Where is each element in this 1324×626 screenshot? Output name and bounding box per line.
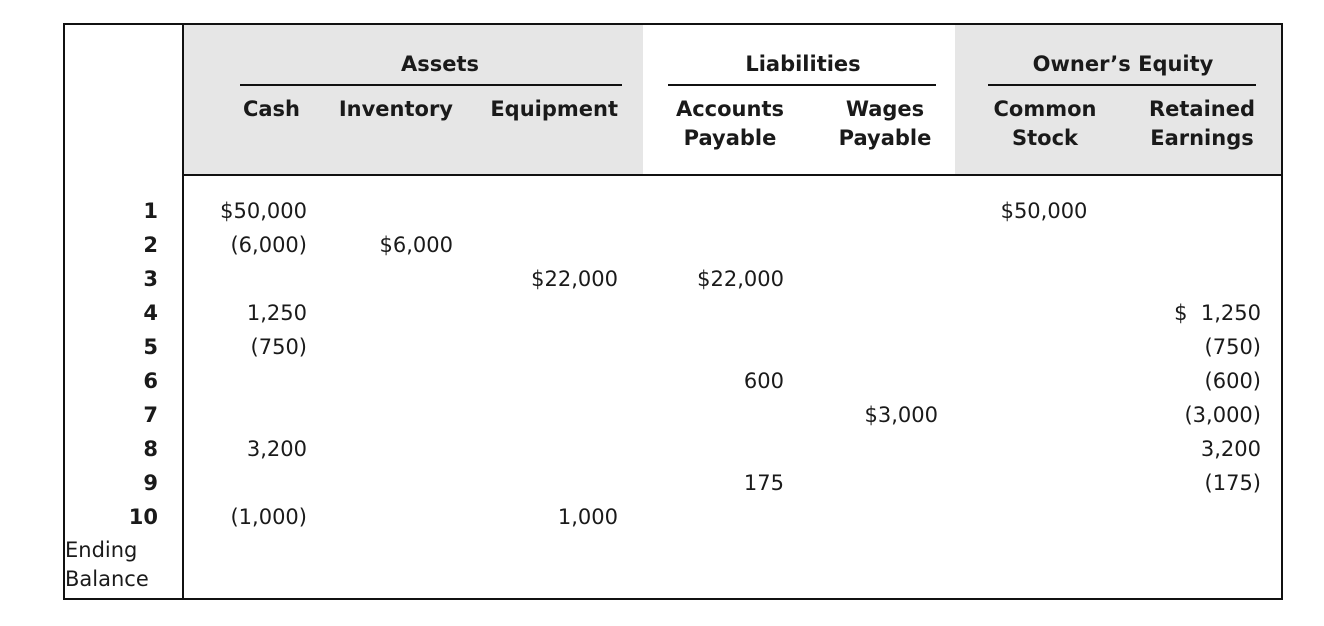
cell-equipment: [460, 330, 618, 364]
cell-wages-payable: [800, 500, 938, 534]
cell-equipment: [460, 466, 618, 500]
cell-cash: [200, 398, 307, 432]
cell-retained-earnings: [1120, 500, 1261, 534]
cell-inventory: $6,000: [379, 233, 453, 257]
cell-wages-payable: [800, 432, 938, 466]
cell-inventory: [320, 330, 453, 364]
cell-retained-earnings: (600): [1204, 369, 1261, 393]
cell-retained-earnings: [1120, 262, 1261, 296]
cell-equipment: [460, 364, 618, 398]
cell-retained-earnings: (175): [1204, 471, 1261, 495]
cell-inventory: [320, 364, 453, 398]
cell-common-stock: [975, 330, 1113, 364]
cell-inventory: [320, 262, 453, 296]
cell-equipment: [460, 398, 618, 432]
cell-cash: $50,000: [220, 199, 307, 223]
cell-wages-payable: [800, 296, 938, 330]
cell-retained-earnings: (750): [1204, 335, 1261, 359]
col-header-equipment: Equipment: [490, 97, 618, 121]
cell-accounts-payable: 600: [743, 369, 784, 393]
row-number: 10: [128, 505, 158, 529]
row-number: 9: [143, 471, 158, 495]
cell-cash: (1,000): [230, 505, 307, 529]
cell-accounts-payable: [640, 330, 784, 364]
group-liabilities: Liabilities: [745, 52, 861, 76]
cell-accounts-payable: [640, 194, 784, 228]
cell-cash: 1,250: [246, 301, 307, 325]
cell-equipment: [460, 432, 618, 466]
row-number: 7: [143, 403, 158, 427]
header-divider: [182, 174, 1283, 176]
cell-accounts-payable: [640, 296, 784, 330]
col-header-wages-payable: Wages Payable: [838, 97, 932, 150]
cell-wages-payable: [800, 194, 938, 228]
row-number: 4: [143, 301, 158, 325]
cell-inventory: [320, 194, 453, 228]
cell-common-stock: [975, 228, 1113, 262]
row-number: 2: [143, 233, 158, 257]
cell-inventory: [320, 432, 453, 466]
cell-retained-earnings: $ 1,250: [1174, 301, 1261, 325]
cell-inventory: [320, 398, 453, 432]
row-number: 3: [143, 267, 158, 291]
cell-accounts-payable: $22,000: [697, 267, 784, 291]
col-header-cash: Cash: [242, 97, 300, 121]
cell-retained-earnings: (3,000): [1184, 403, 1261, 427]
ending-balance-label: Ending Balance: [65, 538, 149, 591]
liabilities-underline: [668, 84, 936, 86]
cell-inventory: [320, 466, 453, 500]
row-number: 8: [143, 437, 158, 461]
cell-accounts-payable: [640, 500, 784, 534]
cell-wages-payable: [800, 364, 938, 398]
cell-equipment: $22,000: [531, 267, 618, 291]
cell-retained-earnings: 3,200: [1200, 437, 1261, 461]
cell-inventory: [320, 296, 453, 330]
col-header-accounts-payable: Accounts Payable: [675, 97, 784, 150]
group-equity: Owner’s Equity: [1032, 52, 1214, 76]
col-header-common-stock: Common Stock: [993, 97, 1097, 150]
cell-common-stock: [975, 364, 1113, 398]
assets-underline: [240, 84, 622, 86]
row-number: 6: [143, 369, 158, 393]
cell-equipment: 1,000: [557, 505, 618, 529]
cell-equipment: [460, 194, 618, 228]
cell-wages-payable: [800, 466, 938, 500]
cell-retained-earnings: [1120, 228, 1261, 262]
cell-inventory: [320, 500, 453, 534]
cell-retained-earnings: [1120, 194, 1261, 228]
cell-cash: (6,000): [230, 233, 307, 257]
cell-common-stock: [975, 500, 1113, 534]
col-header-retained-earnings: Retained Earnings: [1148, 97, 1256, 150]
cell-cash: 3,200: [246, 437, 307, 461]
cell-common-stock: [975, 296, 1113, 330]
cell-wages-payable: [800, 330, 938, 364]
row-number: 5: [143, 335, 158, 359]
cell-accounts-payable: 175: [743, 471, 784, 495]
cell-cash: [200, 364, 307, 398]
equity-underline: [988, 84, 1256, 86]
cell-common-stock: $50,000: [1000, 199, 1088, 223]
cell-wages-payable: [800, 228, 938, 262]
cell-accounts-payable: [640, 398, 784, 432]
cell-common-stock: [975, 398, 1113, 432]
cell-cash: (750): [250, 335, 307, 359]
cell-accounts-payable: [640, 432, 784, 466]
cell-equipment: [460, 296, 618, 330]
row-number: 1: [143, 199, 158, 223]
cell-accounts-payable: [640, 228, 784, 262]
cell-common-stock: [975, 432, 1113, 466]
cell-wages-payable: [800, 262, 938, 296]
group-assets: Assets: [400, 52, 480, 76]
cell-cash: [200, 262, 307, 296]
cell-cash: [200, 466, 307, 500]
label-column-divider: [182, 23, 184, 600]
cell-equipment: [460, 228, 618, 262]
col-header-inventory: Inventory: [338, 97, 453, 121]
cell-wages-payable: $3,000: [864, 403, 938, 427]
cell-common-stock: [975, 466, 1113, 500]
cell-common-stock: [975, 262, 1113, 296]
